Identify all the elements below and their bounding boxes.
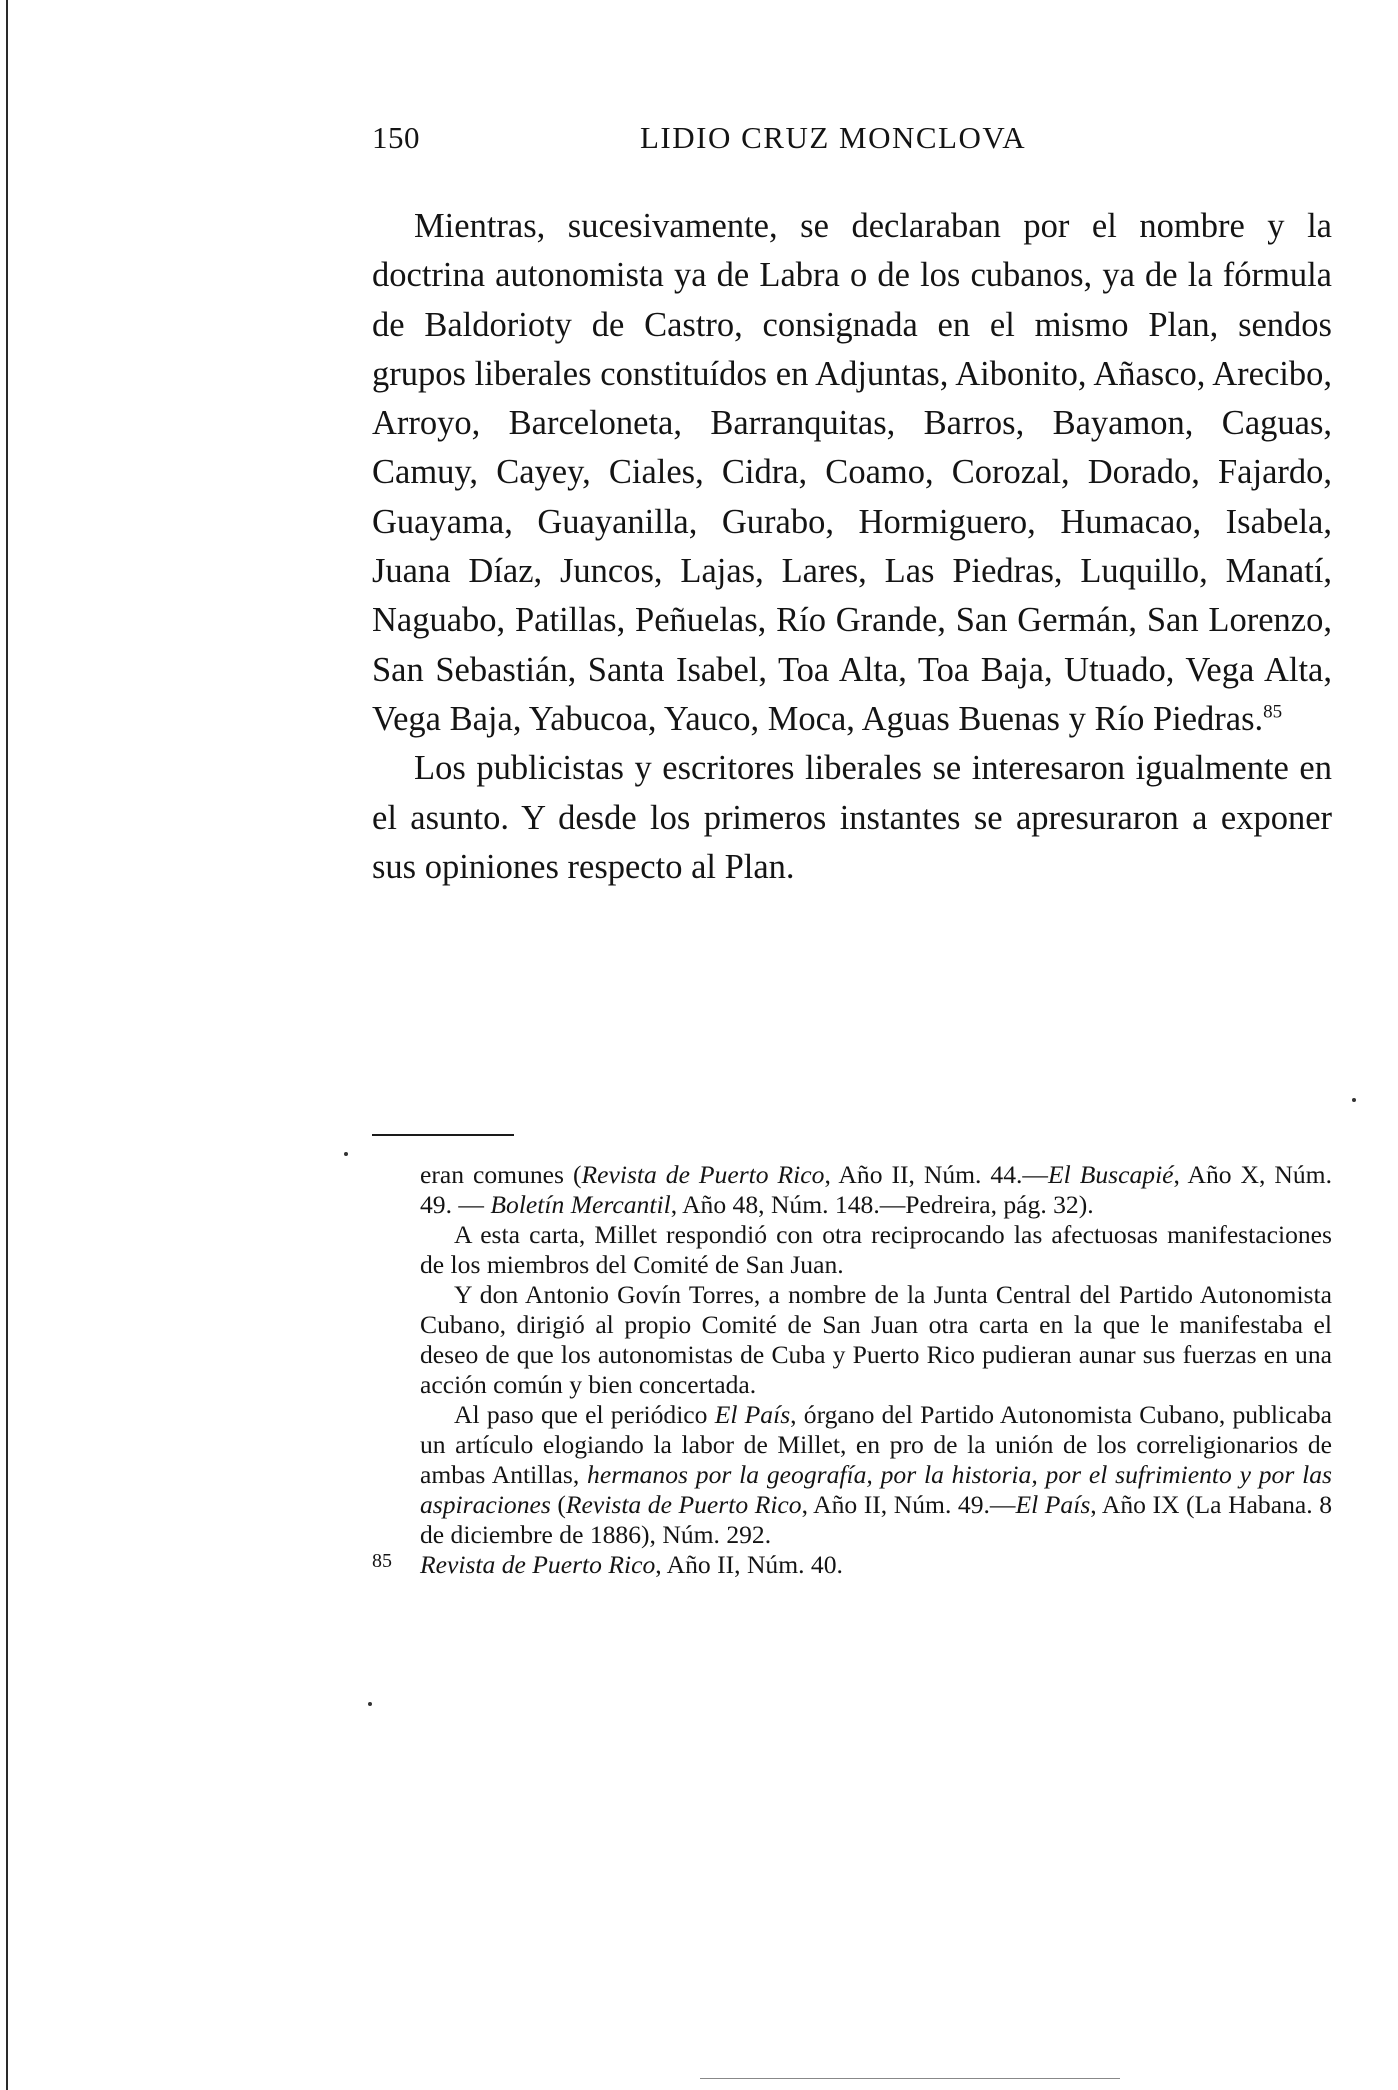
footnote-paragraph-b: Y don Antonio Govín Torres, a nombre de la Junta Central del Partido Autonomista Cubano, dirigió al propio Comité de San Juan otra carta en la que le manifestaba el deseo de que los autonomistas de Cuba y Puerto Rico pudieran aunar sus fuerzas en una acción común y bien concertada. (420, 1280, 1332, 1399)
footnote-text: , Año IX (La Habana. 8 de diciembre de 1886), Núm. 292. (420, 1490, 1332, 1549)
footnote-citation: Revista de Puerto Rico (565, 1490, 802, 1519)
footnotes (372, 1160, 1332, 1580)
note-reference-85: 85 (1263, 701, 1283, 723)
footnote-quotation: hermanos por la geografía, por la historia, por el sufrimiento y por las aspiraciones (420, 1460, 1332, 1519)
running-head (372, 120, 1332, 160)
footnote-text: eran comunes ( (420, 1160, 582, 1189)
footnote-text: , Año II, Núm. 44.— (824, 1160, 1049, 1189)
footnote-text: , Año II, Núm. 49.— (801, 1490, 1016, 1519)
footnote-citation: El Buscapié (1048, 1160, 1174, 1189)
footnote-separator-rule (372, 1134, 514, 1136)
page-bottom-edge (700, 2078, 1120, 2079)
footnote-citation: Revista de Puerto Rico (420, 1550, 656, 1579)
footnote-text: , Año II, Núm. 40. (655, 1550, 843, 1579)
main-text (372, 202, 1332, 892)
running-title: LIDIO CRUZ MONCLOVA (640, 120, 1027, 155)
page-edge-line (6, 0, 8, 2090)
paragraph-2: Los publicistas y escritores liberales se interesaron igualmente en el asunto. Y desde los primeros instantes se apresuraron a exponer sus opiniones respecto al Plan. (372, 749, 1332, 886)
footnote-continuation (372, 1160, 1332, 1220)
footnote-text: , Año X, Núm. 49. — (420, 1160, 1332, 1219)
footnote-text: , órgano del Partido Autonomista Cubano, publicaba un artículo elogiando la labor de Millet, en pro de la unión de los correligionarios de ambas Antillas, (420, 1400, 1332, 1489)
paragraph-1-text: Mientras, sucesivamente, se declaraban por el nombre y la doctrina autonomista ya de Labra o de los cubanos, ya de la fórmula de Baldorioty de Castro, consignada en el mismo Plan, sendos grupos liberales constituídos en Adjuntas, Aibonito, Añasco, Arecibo, Arroyo, Barceloneta, Barranquitas, Barros, Bayamon, Caguas, Camuy, Cayey, Ciales, Cidra, Coamo, Corozal, Dorado, Fajardo, Guayama, Guayanilla, Gurabo, Hormiguero, Humacao, Isabela, Juana Díaz, Juncos, Lajas, Lares, Las Piedras, Luquillo, Manatí, Naguabo, Patillas, Peñuelas, Río Grande, San Germán, San Lorenzo, San Sebastián, Santa Isabel, Toa Alta, Toa Baja, Utuado, Vega Alta, Vega Baja, Yabucoa, Yauco, Moca, Aguas Buenas y Río Piedras. (372, 207, 1332, 738)
print-speck (1352, 1098, 1356, 1102)
footnote-citation: El País (714, 1400, 791, 1429)
print-speck (368, 1702, 372, 1706)
footnote-85 (372, 1550, 1332, 1580)
page-number: 150 (372, 120, 420, 155)
print-speck (344, 1152, 348, 1156)
footnote-number: 85 (372, 1550, 392, 1572)
footnote-citation: El País (1015, 1490, 1091, 1519)
footnote-text: , Año 48, Núm. 148.—Pedreira, pág. 32). (670, 1190, 1094, 1219)
paragraph-1 (372, 202, 1332, 744)
footnote-citation: Boletín Mercantil (490, 1190, 671, 1219)
footnote-paragraph-a: A esta carta, Millet respondió con otra reciprocando las afectuosas manifestaciones de los miembros del Comité de San Juan. (420, 1220, 1332, 1279)
footnote-citation: Revista de Puerto Rico (581, 1160, 825, 1189)
footnote-paragraph-c (372, 1400, 1332, 1550)
footnote-text: Al paso que el periódico (454, 1400, 715, 1429)
footnote-text: ( (550, 1490, 566, 1519)
